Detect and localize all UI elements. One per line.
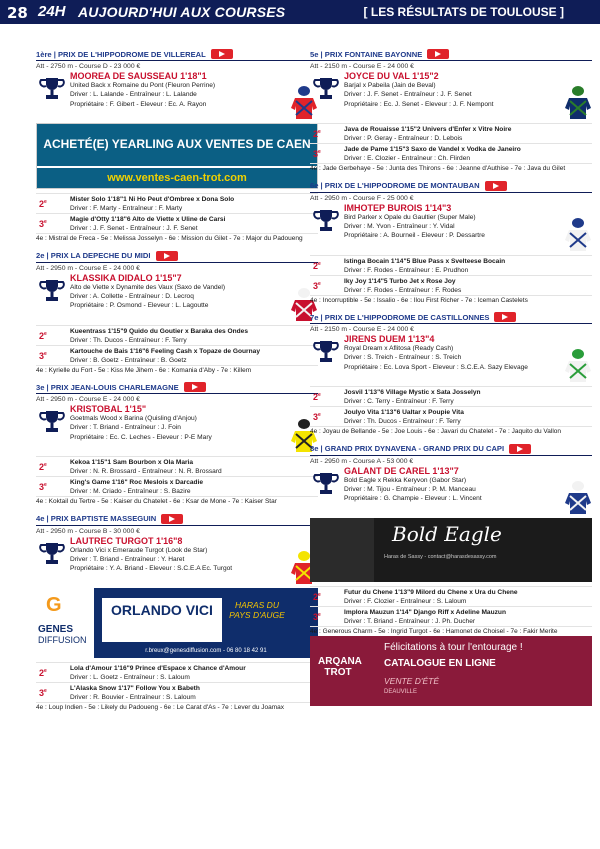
placed-name: Java de Rouaisse 1'15"2 Univers d'Enfer x Vitre Noire [344,126,512,133]
race-header [310,311,592,324]
place-suffix: e [318,392,321,399]
placed-horse [36,213,318,233]
placed-name: Kartouche de Bais 1'16"6 Feeling Cash x Topaze de Gournay [70,347,260,355]
winner-name: IMHOTEP BUROIS 1'14"3 [344,202,452,213]
placed-horse [310,275,592,295]
place-suffix: e [44,482,47,489]
place-number: 3 [39,350,45,361]
place-rank [39,462,47,472]
race-info: Att - 2150 m - Course E - 24 000 € [310,326,414,334]
winner-pedigree: Barjal x Pabeila (Jain de Beval) [344,82,436,89]
place-number: 3 [39,687,45,698]
winner-pedigree: Orlando Vici x Emeraude Turgot (Look de Star) [70,546,208,554]
placed-name: King's Game 1'16" Roc Meslois x Darcadie [70,479,204,487]
jockey-silks-icon [564,85,592,121]
place-rank [39,199,47,209]
place-suffix: e [44,350,47,357]
page-number: 28 [7,4,28,22]
placed-driver: Driver : F. Clozier - Entraîneur : S. Laloum [344,597,467,605]
placed-horse [310,386,592,406]
winner-driver: Driver : J. F. Senet - Entraîneur : J. F. Senet [344,91,472,99]
trophy-icon [312,207,340,235]
arqana-logo: ARQANA TROT [318,656,362,679]
race-header [36,48,318,61]
ad-haras: HARAS DU PAYS D'AUGE [229,599,285,620]
place-number: 3 [313,280,319,291]
winner-owner: Propriétaire : P. Osmond - Eleveur : L. Lagoutte [70,302,209,310]
place-rank [39,351,47,361]
placed-name: Mister Solo 1'18"1 Ni Ho Peut d'Ombree x Dona Solo [70,196,235,203]
race-title: 7e | PRIX DE L'HIPPODROME DE CASTILLONNES [310,312,490,322]
video-play-icon[interactable] [156,251,178,261]
placed-name: Joulyo Vita 1'13"6 Ualtar x Poupie Vita [344,409,464,417]
video-play-icon[interactable] [211,49,233,59]
winner-name: KRISTOBAL 1'15" [70,404,147,415]
trophy-icon [38,75,66,103]
placed-name: Josvil 1'13"6 Village Mystic x Sata Josselyn [344,389,481,397]
trophy-icon [312,470,340,498]
video-play-icon[interactable] [509,444,531,454]
race-block [36,48,318,244]
winner-block [36,71,318,123]
place-number: 2 [313,591,319,602]
race-block [310,180,592,306]
video-play-icon[interactable] [494,312,516,322]
trophy-icon [312,338,340,366]
place-rank [313,412,321,422]
jockey-silks-icon [564,217,592,253]
winner-owner: Propriétaire : Ec. C. Leches - Eleveur : P-E Mary [70,433,212,441]
winner-block [310,334,592,386]
place-rank [313,281,321,291]
placed-horse [36,193,318,213]
place-rank [313,149,321,159]
place-number: 2 [313,129,319,139]
race-block [310,311,592,437]
ad-logo-box [36,588,94,658]
winner-pedigree: United Back x Romaine du Pont (Fleuron Perrine) [70,82,216,89]
winner-block [310,203,592,255]
ad-subtitle: Haras de Sassy - contact@harasdesassy.com [384,553,497,560]
placed-driver: Driver : F. Rodes - Entraîneur : E. Prudhon [344,266,469,274]
place-rank [39,688,47,698]
place-number: 2 [39,330,45,341]
race-info: Att - 2950 m - Course E - 24 000 € [36,396,140,404]
ad-title: Bold Eagle [392,521,502,546]
ad-horse-image [310,518,374,582]
place-suffix: e [318,260,321,267]
place-suffix: e [44,219,47,225]
other-finishers: 4e : Mistral de Freca - 5e : Melissa Josselyn - 6e : Mission du Gilet - 7e : Major du Padoueng [36,233,318,244]
winner-owner: Propriétaire : Y. A. Briand - Eleveur : S.C.E.A Ec. Turgot [70,565,233,573]
race-info: Att - 2950 m - Course B - 30 000 € [36,527,140,535]
trophy-icon [38,408,66,436]
placed-name: Jade de Pame 1'15"3 Saxo de Vandel x Vodka de Janeiro [344,146,521,153]
video-play-icon[interactable] [485,181,507,191]
place-suffix: e [44,667,47,674]
ad-url[interactable]: www.ventes-caen-trot.com [37,166,317,188]
placed-name: Kekoa 1'15"1 Sam Bourbon x Ola Maria [70,459,194,467]
place-number: 2 [313,392,319,403]
winner-driver: Driver : M. Yvon - Entraîneur : Y. Vidal [344,222,455,230]
placed-horse [310,606,592,626]
race-title: 3e | PRIX JEAN-LOUIS CHARLEMAGNE [36,382,179,392]
place-number: 2 [39,199,45,209]
winner-block [36,404,318,456]
placed-name: Iky Joy 1'14"5 Turbo Jet x Rose Joy [344,277,456,285]
header-title: AUJOURD'HUI AUX COURSES [78,4,286,20]
placed-horse [36,662,318,682]
place-rank [39,482,47,492]
place-suffix: e [318,149,321,155]
placed-driver: Driver : J. F. Senet - Entraîneur : J. F. Senet [70,225,198,232]
winner-owner: Propriétaire : F. Gibert - Eleveur : Ec. A. Rayon [70,100,207,108]
video-play-icon[interactable] [427,49,449,59]
race-header [36,250,318,263]
placed-driver: Driver : M. Criado - Entraîneur : S. Bazire [70,488,191,496]
race-header [310,180,592,193]
race-block [310,48,592,174]
place-suffix: e [44,330,47,337]
placed-name: Magie d'Otty 1'18"6 Alto de Viette x Uline de Carsi [70,216,226,223]
ad-vente: VENTE D'ÉTÉ [384,676,439,687]
winner-name: LAUTREC TURGOT 1'16"8 [70,535,183,546]
placed-horse [310,143,592,163]
ad-catalogue: CATALOGUE EN LIGNE [384,658,496,670]
winner-name: GALANT DE CAREL 1'13"7 [344,465,459,476]
place-number: 2 [39,462,45,473]
winner-driver: Driver : T. Briand - Entraîneur : Y. Haret [70,556,185,564]
trophy-icon [38,540,66,568]
race-block [36,250,318,376]
right-column [310,48,592,712]
other-finishers: 4e : Generous Charm - 5e : Ingrid Turgot - 6e : Hamonet de Choisel - 7e : Fakir Merite [310,626,592,637]
race-header [310,48,592,61]
place-rank [313,392,321,402]
placed-driver: Driver : Th. Ducos - Entraîneur : F. Terry [344,418,461,426]
winner-name: JOYCE DU VAL 1'15"2 [344,71,439,81]
race-block [36,381,318,507]
placed-driver: Driver : F. Rodes - Entraîneur : F. Rodes [344,286,462,294]
race-info: Att - 2950 m - Course A - 53 000 € [310,457,414,465]
race-title: 6e | PRIX DE L'HIPPODROME DE MONTAUBAN [310,181,480,191]
race-block [36,513,318,713]
placed-driver: Driver : C. Terry - Entraîneur : F. Terry [344,398,454,406]
ad-bold-eagle[interactable] [310,518,592,582]
placed-horse [36,476,318,496]
race-header [36,381,318,394]
placed-driver: Driver : B. Goetz - Entraîneur : B. Goetz [70,356,187,364]
place-number: 2 [39,667,45,678]
ad-ventes-caen[interactable] [36,123,318,189]
placed-driver: Driver : Th. Ducos - Entraîneur : F. Terry [70,336,187,344]
other-finishers: 4e : Joyau de Bellande - 5e : Joe Louis - 6e : Javari du Chatelet - 7e : Jaquito du Vallon [310,426,592,437]
winner-driver: Driver : S. Treich - Entraîneur : S. Treich [344,354,462,362]
place-suffix: e [44,687,47,694]
genes-logo-icon: G [46,593,62,616]
race-block [310,443,592,707]
winner-name: JIRENS DUEM 1'13"4 [344,334,435,345]
place-rank [313,261,321,271]
placed-name: Implora Mauzun 1'14" Django Riff x Adeline Mauzun [344,608,506,616]
ad-stallion-name: ORLANDO VICI [102,598,222,642]
race-title: 8e | GRAND PRIX DYNAVENA - GRAND PRIX DU CAPI [310,444,505,454]
video-play-icon[interactable] [161,514,183,524]
placed-horse [310,123,592,143]
winner-block [310,466,592,518]
winner-block [310,71,592,123]
place-suffix: e [318,591,321,598]
place-suffix: e [318,280,321,287]
winner-pedigree: Goetmals Wood x Barina (Quisling d'Anjou) [70,415,197,423]
placed-horse [36,682,318,702]
placed-driver: Driver : N. R. Brossard - Entraîneur : N. R. Brossard [70,468,222,476]
ad-arqana[interactable] [310,636,592,706]
placed-horse [36,325,318,345]
ad-genes-diffusion[interactable] [36,588,318,658]
place-rank [313,612,321,622]
placed-driver: Driver : F. Marty - Entraîneur : F. Marty [70,205,183,212]
winner-driver: Driver : L. Lalande - Entraîneur : L. Lalande [70,91,197,99]
trophy-icon [312,75,340,103]
other-finishers: 4e : Kyrielle du Fort - 5e : Kiss Me Jihem - 6e : Komania d'Aby - 7e : Killem [36,365,318,376]
place-rank [39,668,47,678]
trophy-icon [38,277,66,305]
placed-name: Futur du Chene 1'13"9 Milord du Chene x Ura du Chene [344,588,518,596]
placed-driver: Driver : R. Bouvier - Entraîneur : S. Laloum [70,693,196,701]
video-play-icon[interactable] [184,382,206,392]
ad-contact[interactable]: r.breux@genesdiffusion.com - 06 80 18 42 91 [145,647,267,654]
race-info: Att - 2150 m - Course E - 24 000 € [310,63,414,70]
winner-owner: Propriétaire : Ec. J. Senet - Eleveur : J. F. Nempont [344,100,494,108]
jockey-silks-icon [564,480,592,516]
race-info: Att - 2950 m - Course F - 25 000 € [310,194,414,202]
place-rank [39,331,47,341]
section-title: [ LES RÉSULTATS DE TOULOUSE ] [363,5,564,19]
place-number: 3 [313,611,319,622]
placed-horse [36,456,318,476]
place-suffix: e [44,199,47,205]
winner-pedigree: Bold Eagle x Rekka Keryvon (Gabor Star) [344,476,467,484]
place-number: 3 [39,482,45,493]
place-rank [313,592,321,602]
winner-owner: Propriétaire : A. Bourneil - Eleveur : P. Dessartre [344,232,485,240]
winner-pedigree: Bird Parker x Opale du Gaultier (Super Male) [344,213,476,221]
place-number: 3 [313,149,319,159]
winner-driver: Driver : M. Tijou - Entraîneur : P. M. Manceau [344,486,476,494]
placed-horse [310,255,592,275]
placed-driver: Driver : P. Geray - Entraîneur : D. Lebois [344,135,463,142]
race-info: Att - 2750 m - Course D - 23 000 € [36,63,141,70]
ad-congrats: Félicitations à tour l'entourage ! [384,642,523,654]
winner-owner: Propriétaire : G. Champie - Eleveur : L. Vincent [344,495,482,503]
left-column [36,48,318,718]
race-title: 5e | PRIX FONTAINE BAYONNE [310,49,423,59]
other-finishers: 4e : Incorruptible - 5e : Issalio - 6e : Ilou First Richer - 7e : Iceman Castelets [310,295,592,306]
placed-driver: Driver : T. Briand - Entraîneur : J. Ph. Ducher [344,617,476,625]
place-suffix: e [318,611,321,618]
place-rank [313,129,321,139]
ad-brand-sub: DIFFUSION [38,634,87,645]
race-title: 4e | PRIX BAPTISTE MASSEGUIN [36,514,157,524]
other-finishers: 4e : Loup Indien - 5e : Likely du Padoueng - 6e : Le Carat d'As - 7e : Lever du Joamax [36,702,318,713]
place-suffix: e [44,462,47,469]
brand-logo: 24H [38,3,66,20]
place-number: 2 [313,260,319,271]
placed-driver: Driver : E. Clozier - Entraîneur : Ch. Flirden [344,155,471,162]
jockey-silks-icon [564,348,592,384]
place-number: 3 [39,219,45,229]
place-suffix: e [318,129,321,135]
winner-block [36,273,318,325]
page-header [0,0,600,24]
winner-pedigree: Alto de Viette x Dynamite des Vaux (Saxo de Vandel) [70,283,226,291]
winner-owner: Propriétaire : Ec. Lova Sport - Eleveur : S.C.E.A. Sazy Elevage [344,363,528,371]
placed-name: L'Alaska Snow 1'17" Follow You x Babeth [70,684,200,692]
placed-name: Kueentrass 1'15"9 Quido du Goutier x Baraka des Ondes [70,327,249,335]
race-header [310,443,592,456]
race-title: 2e | PRIX LA DEPECHE DU MIDI [36,251,151,261]
ad-date: DEAUVILLE [384,689,418,696]
winner-driver: Driver : T. Briand - Entraîneur : J. Foin [70,424,181,432]
other-finishers: 4e : Koktail du Tertre - 5e : Kaiser du Chatelet - 6e : Ksar de Mone - 7e : Kaiser Star [36,496,318,507]
place-suffix: e [318,412,321,419]
other-finishers: 4e : Jade Gerbehaye - 5e : Junta des Thirons - 6e : Jeanne d'Authise - 7e : Java du Gilet [310,163,592,174]
winner-name: MOOREA DE SAUSSEAU 1'18"1 [70,71,207,81]
placed-horse [36,345,318,365]
race-info: Att - 2950 m - Course E - 24 000 € [36,264,140,272]
place-rank [39,219,47,229]
placed-horse [310,586,592,606]
placed-name: Lola d'Amour 1'16"9 Prince d'Espace x Chance d'Amour [70,664,246,672]
winner-block [36,536,318,588]
ad-title: ACHETÉ(E) YEARLING AUX VENTES DE CAEN [43,137,311,151]
winner-driver: Driver : A. Collette - Entraîneur : D. Lecroq [70,292,194,300]
ad-brand: GENES [38,623,74,635]
place-number: 3 [313,412,319,423]
race-title: 1ère | PRIX DE L'HIPPODROME DE VILLEREAL [36,49,206,59]
placed-name: Istinga Bocain 1'14"5 Blue Pass x Svelteese Bocain [344,257,506,265]
placed-driver: Driver : L. Goetz - Entraîneur : S. Laloum [70,673,190,681]
winner-name: KLASSIKA DIDALO 1'15"7 [70,272,182,283]
winner-pedigree: Royal Dream x Aflitosa (Ready Cash) [344,345,454,353]
race-header [36,513,318,526]
placed-horse [310,406,592,426]
